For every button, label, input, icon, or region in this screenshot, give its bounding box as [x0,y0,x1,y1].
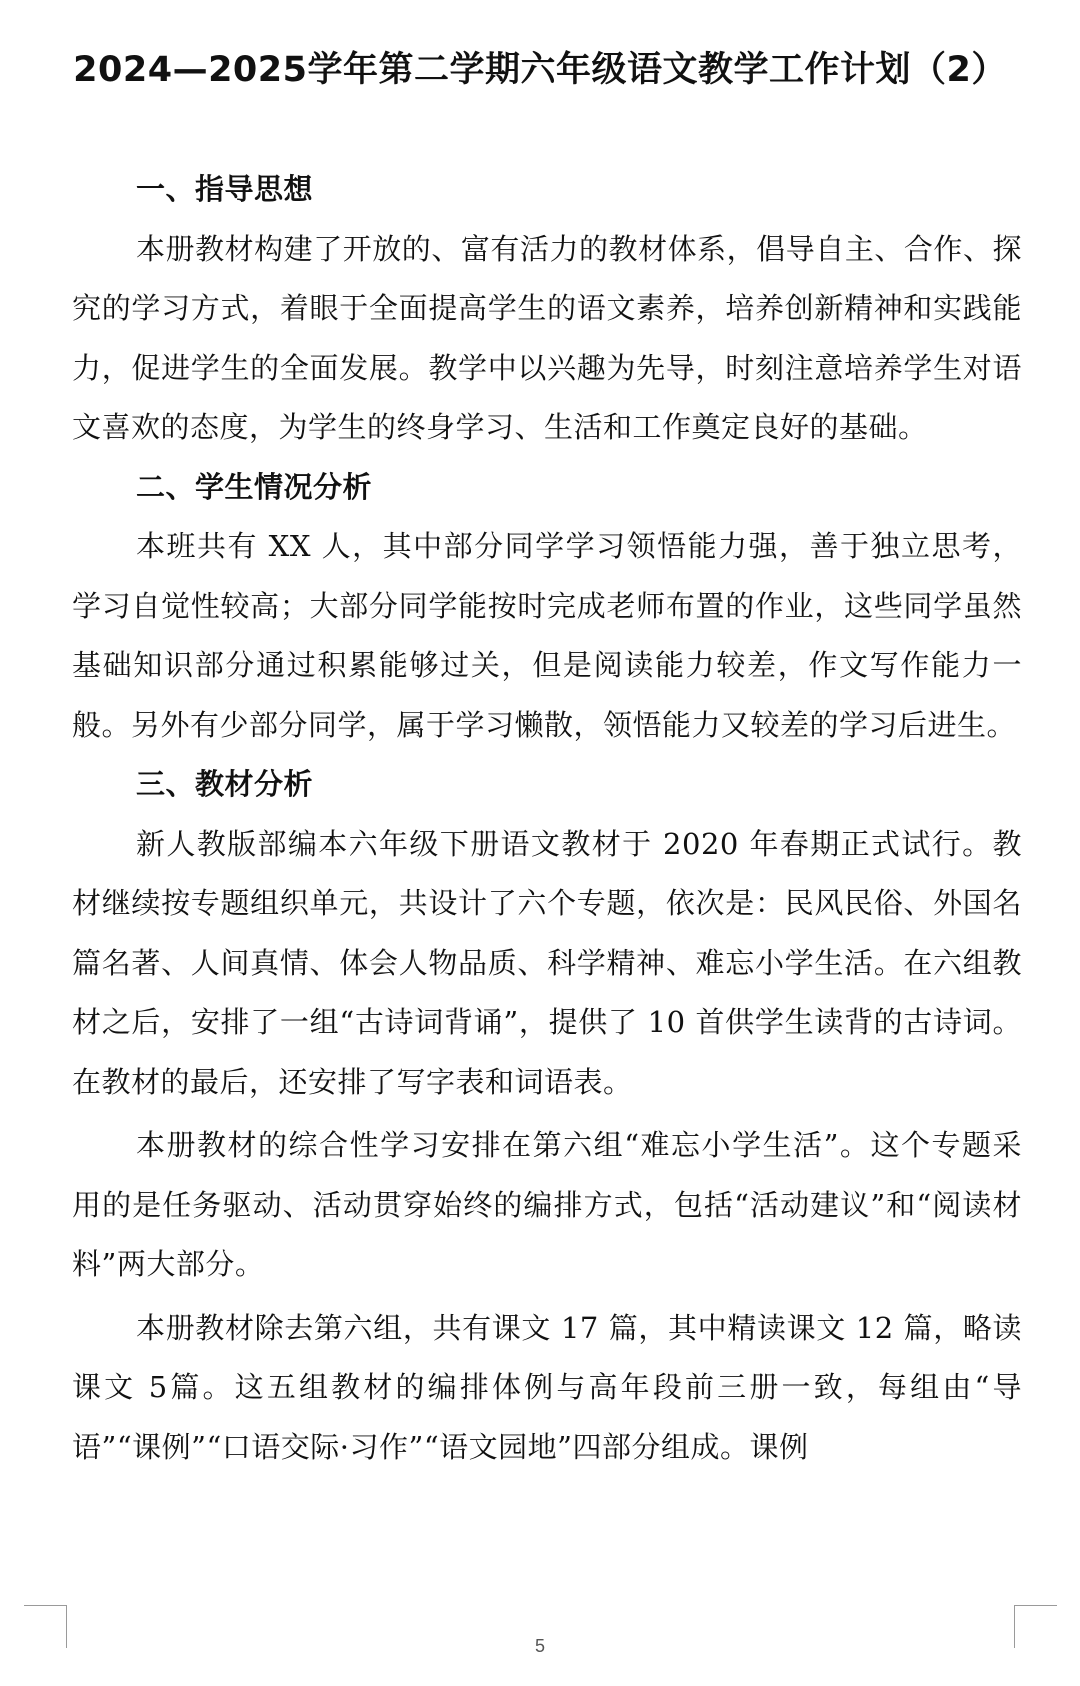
section-heading-student-analysis: 二、学生情况分析 [136,469,373,504]
paragraph-comprehensive-learning: 本册教材的综合性学习安排在第六组“难忘小学生活”。这个专题采用的是任务驱动、活动贯穿始终的编排方式，包括“活动建议”和“阅读材料”两大部分。 [72,1128,1022,1281]
paragraph-student-analysis: 本班共有 XX 人，其中部分同学学习领悟能力强，善于独立思考，学习自觉性较高；大部分同学能按时完成老师布置的作业，这些同学虽然基础知识部分通过积累能够过关，但是阅读能力较差，作文写作能力一般。另外有少部分同学，属于学习懒散，领悟能力又较差的学习后进生。 [72,529,1022,742]
paragraph-guiding-ideology: 本册教材构建了开放的、富有活力的教材体系，倡导自主、合作、探究的学习方式，着眼于全面提高学生的语文素养，培养创新精神和实践能力，促进学生的全面发展。教学中以兴趣为先导，时刻注意培养学生对语文喜欢的态度，为学生的终身学习、生活和工作奠定良好的基础。 [72,231,1022,444]
section-heading-textbook-analysis: 三、教材分析 [136,767,314,801]
paragraph-textbook-overview: 新人教版部编本六年级下册语文教材于 2020 年春期正式试行。教材继续按专题组织单元，共设计了六个专题，依次是：民风民俗、外国名篇名著、人间真情、体会人物品质、科学精神、难忘小学生活。在六组教材之后，安排了一组“古诗词背诵”，提供了 10 首供学生读背的古诗词。在教材的最后，还安排了写字表和词语表。 [72,826,1022,1099]
section-heading-guiding-ideology: 一、指导思想 [136,172,314,206]
page-number: 5 [534,1636,545,1656]
paragraph-lesson-structure: 本册教材除去第六组，共有课文 17 篇，其中精读课文 12 篇，略读课文 5篇。这五组教材的编排体例与高年段前三册一致，每组由“导语”“课例”“口语交际·习作”“语文园地”四部分组成。课例 [72,1310,1022,1464]
document-title: 2024—2025学年第二学期六年级语文教学工作计划（2） [73,50,1007,90]
document-body [72,160,1022,1477]
